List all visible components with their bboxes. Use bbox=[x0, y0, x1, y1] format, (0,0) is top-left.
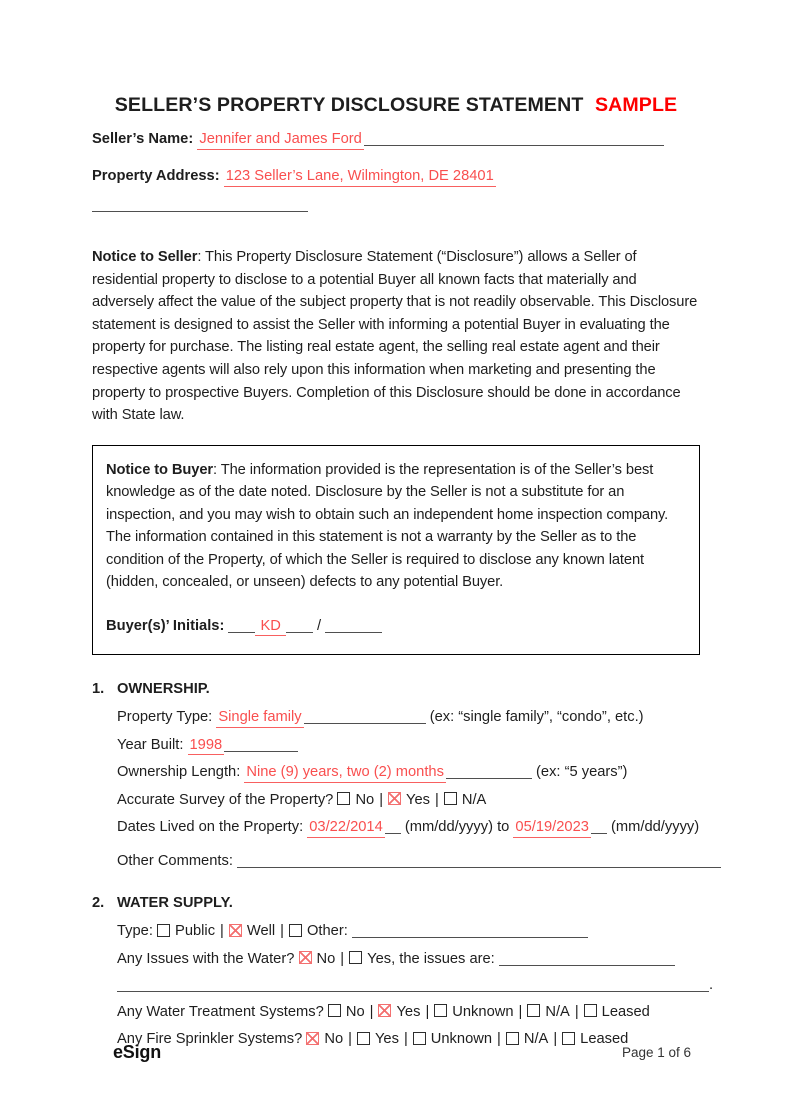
option-label: Leased bbox=[601, 1003, 650, 1020]
notice-to-buyer-label: Notice to Buyer bbox=[106, 461, 214, 478]
notice-to-seller-text: : This Property Disclosure Statement (“Disclosure”) allows a Seller of residential property to disclose to a potential Buyer all known facts that materially and adversely affect the value of the subject property that is not readily observable. This Disclosure statement is designed to assist the Seller with informing a potential Buyer in evaluating the property for purchase. The listing real estate agent, the selling real estate agent and their respective agents will also rely upon this information when marketing and presenting the property to prospective Buyers. Completion of this Disclosure should be done in accordance with State law. bbox=[92, 249, 698, 424]
option-label: Leased bbox=[580, 1031, 629, 1048]
date-to-blank[interactable] bbox=[591, 819, 607, 834]
water-type-other-blank[interactable] bbox=[352, 923, 588, 938]
buyer-initials-value: KD bbox=[255, 618, 285, 637]
section-water-heading bbox=[92, 895, 700, 911]
option-separator: | bbox=[574, 1003, 579, 1020]
option-separator: | bbox=[497, 1031, 501, 1048]
option-separator: | bbox=[435, 791, 439, 808]
other-comments-blank-line[interactable] bbox=[237, 853, 721, 868]
ownership-length-hint: (ex: “5 years”) bbox=[536, 764, 628, 781]
option-label: Yes, the issues are: bbox=[367, 950, 495, 967]
option-separator: | bbox=[220, 923, 224, 940]
notice-to-buyer-box bbox=[92, 445, 700, 656]
property-address-value: 123 Seller’s Lane, Wilmington, DE 28401 bbox=[224, 168, 496, 187]
section-ownership-number: 1. bbox=[92, 681, 105, 698]
section-water-body bbox=[92, 920, 714, 1050]
section-water-number: 2. bbox=[92, 895, 105, 912]
property-type-hint: (ex: “single family”, “condo”, etc.) bbox=[429, 709, 644, 726]
water-issues-row bbox=[117, 948, 700, 970]
date-format-mid: (mm/dd/yyyy) to bbox=[404, 819, 510, 836]
document-page bbox=[0, 94, 791, 1050]
fire-sprinkler-question: Any Fire Sprinkler Systems? bbox=[117, 1031, 303, 1048]
initials-separator: / bbox=[316, 617, 322, 634]
section-ownership-title: OWNERSHIP. bbox=[117, 681, 210, 698]
buyer-initials-row bbox=[106, 615, 686, 638]
checkbox-icon[interactable] bbox=[527, 1004, 540, 1017]
date-from-blank[interactable] bbox=[385, 819, 401, 834]
other-comments-label: Other Comments: bbox=[117, 853, 233, 870]
option-separator: | bbox=[425, 1003, 430, 1020]
initials-blank-right[interactable] bbox=[286, 618, 313, 633]
option-separator: | bbox=[553, 1031, 558, 1048]
option-label: Well bbox=[246, 923, 276, 940]
page-title bbox=[92, 94, 700, 117]
option-separator: | bbox=[348, 1031, 352, 1048]
checkbox-icon[interactable] bbox=[157, 924, 170, 937]
dates-lived-row bbox=[117, 816, 700, 838]
water-issues-question: Any Issues with the Water? bbox=[117, 950, 295, 967]
option-separator: | bbox=[403, 1031, 408, 1048]
ownership-length-blank-line[interactable] bbox=[446, 764, 532, 779]
checkbox-icon[interactable] bbox=[289, 924, 302, 937]
checkbox-checked-icon[interactable] bbox=[378, 1004, 391, 1017]
section-water-title: WATER SUPPLY. bbox=[117, 895, 233, 912]
initials-blank-second[interactable] bbox=[325, 618, 382, 633]
option-separator: | bbox=[518, 1003, 523, 1020]
checkbox-icon[interactable] bbox=[337, 792, 350, 805]
section-ownership-body bbox=[92, 706, 700, 872]
accurate-survey-row bbox=[117, 789, 700, 811]
option-label: N/A bbox=[523, 1031, 549, 1048]
water-issues-options bbox=[299, 951, 495, 967]
checkbox-checked-icon[interactable] bbox=[229, 924, 242, 937]
buyer-initials-label: Buyer(s)’ Initials: bbox=[106, 617, 225, 634]
seller-name-label: Seller’s Name: bbox=[92, 131, 194, 147]
seller-name-value: Jennifer and James Ford bbox=[197, 131, 363, 150]
option-label: Yes bbox=[396, 1003, 421, 1020]
option-label: No bbox=[324, 1031, 344, 1048]
date-to-value: 05/19/2023 bbox=[513, 819, 591, 838]
water-issues-tail: . bbox=[709, 977, 714, 994]
option-separator: | bbox=[379, 791, 384, 808]
checkbox-icon[interactable] bbox=[434, 1004, 447, 1017]
checkbox-checked-icon[interactable] bbox=[388, 792, 401, 805]
water-treatment-question: Any Water Treatment Systems? bbox=[117, 1003, 324, 1020]
date-format-end: (mm/dd/yyyy) bbox=[611, 819, 700, 836]
property-address-row bbox=[92, 162, 700, 220]
property-address-label: Property Address: bbox=[92, 168, 220, 184]
notice-to-buyer-paragraph bbox=[106, 459, 686, 594]
property-type-row bbox=[117, 706, 700, 728]
seller-name-blank-line[interactable] bbox=[364, 131, 664, 146]
option-label: Other: bbox=[307, 923, 348, 940]
year-built-blank-line[interactable] bbox=[224, 737, 298, 752]
section-ownership-heading bbox=[92, 681, 700, 697]
property-type-label: Property Type: bbox=[117, 709, 213, 726]
other-comments-row bbox=[117, 850, 700, 872]
property-type-blank-line[interactable] bbox=[304, 709, 426, 724]
notice-to-seller-paragraph bbox=[92, 246, 700, 427]
option-label: No bbox=[355, 791, 375, 808]
option-label: N/A bbox=[545, 1003, 570, 1020]
water-treatment-row bbox=[117, 1001, 700, 1023]
option-separator: | bbox=[280, 923, 284, 940]
esign-logo: eSign bbox=[113, 1042, 162, 1062]
water-issues-continuation-line[interactable] bbox=[117, 977, 709, 992]
notice-to-buyer-text: : The information provided is the representation is of the Seller’s best knowledge as of the date noted. Disclosure by the Seller is not a substitute for an inspection, and you may wish to obtain such an independent home inspection company. The information contained in this statement is not a warranty by the Seller as to the condition of the Property, of which the Seller is required to disclose any known latent (hidden, concealed, or unseen) defects to any potential Buyer. bbox=[106, 461, 669, 591]
checkbox-checked-icon[interactable] bbox=[299, 951, 312, 964]
water-type-row bbox=[117, 920, 700, 942]
option-label: Unknown bbox=[430, 1031, 493, 1048]
initials-blank-left[interactable] bbox=[228, 618, 255, 633]
option-label: Unknown bbox=[452, 1003, 514, 1020]
option-label: Yes bbox=[406, 791, 431, 808]
option-label: Public bbox=[175, 923, 216, 940]
ownership-length-value: Nine (9) years, two (2) months bbox=[244, 764, 446, 783]
option-separator: | bbox=[340, 950, 345, 967]
ownership-length-label: Ownership Length: bbox=[117, 764, 241, 781]
property-address-blank-line[interactable] bbox=[92, 197, 308, 212]
water-treatment-options bbox=[328, 1004, 650, 1020]
year-built-label: Year Built: bbox=[117, 736, 184, 753]
year-built-value: 1998 bbox=[188, 737, 225, 756]
option-label: No bbox=[316, 950, 336, 967]
title-text: SELLER’S PROPERTY DISCLOSURE STATEMENT bbox=[114, 94, 584, 116]
title-sample-tag: SAMPLE bbox=[594, 94, 678, 116]
option-label: N/A bbox=[461, 791, 487, 808]
dates-lived-label: Dates Lived on the Property: bbox=[117, 819, 304, 836]
checkbox-icon[interactable] bbox=[349, 951, 362, 964]
notice-to-seller-label: Notice to Seller bbox=[92, 249, 198, 265]
water-issues-blank[interactable] bbox=[499, 951, 675, 966]
date-from-value: 03/22/2014 bbox=[307, 819, 385, 838]
seller-name-row bbox=[92, 125, 700, 154]
property-type-value: Single family bbox=[216, 709, 303, 728]
checkbox-icon[interactable] bbox=[584, 1004, 597, 1017]
accurate-survey-options bbox=[337, 792, 486, 808]
option-label: No bbox=[345, 1003, 365, 1020]
water-issues-continuation-row bbox=[117, 975, 714, 995]
page-footer bbox=[113, 1042, 691, 1063]
checkbox-icon[interactable] bbox=[328, 1004, 341, 1017]
option-label: Yes bbox=[374, 1031, 399, 1048]
option-separator: | bbox=[369, 1003, 374, 1020]
accurate-survey-question: Accurate Survey of the Property? bbox=[117, 791, 334, 808]
year-built-row bbox=[117, 734, 700, 756]
water-type-label: Type: bbox=[117, 923, 153, 940]
checkbox-icon[interactable] bbox=[444, 792, 457, 805]
page-number: Page 1 of 6 bbox=[621, 1045, 691, 1060]
ownership-length-row bbox=[117, 761, 700, 783]
water-type-options bbox=[157, 923, 348, 939]
